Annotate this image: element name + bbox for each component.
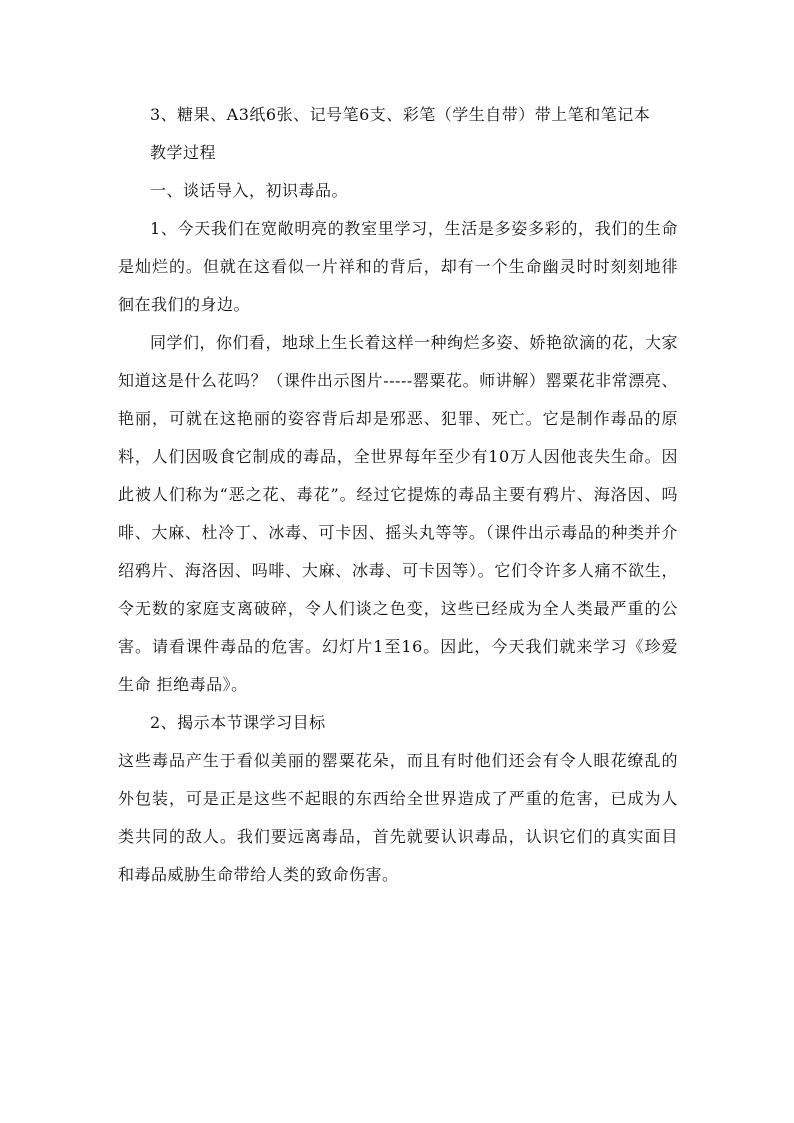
- goals-paragraph: 这些毒品产生于看似美丽的罂粟花朵，而且有时他们还会有令人眼花缭乱的外包装，可是正是这些不起眼的东西给全世界造成了严重的危害，已成为人类共同的敌人。我们要远离毒品，首先就要认识毒品，认识它们的真实面目和毒品威胁生命带给人类的致命伤害。: [118, 751, 678, 884]
- section-heading-teaching-process: 教学过程: [150, 143, 217, 162]
- section-heading-learning-goals: 2、揭示本节课学习目标: [150, 713, 326, 732]
- section-heading-introduction: 一、谈话导入，初识毒品。: [150, 181, 349, 200]
- document-page: [118, 96, 678, 894]
- materials-paragraph: 3、糖果、A3纸6张、记号笔6支、彩笔（学生自带）带上笔和笔记本: [150, 105, 651, 124]
- intro-paragraph: 1、今天我们在宽敞明亮的教室里学习，生活是多姿多彩的，我们的生命是灿烂的。但就在这看似一片祥和的背后，却有一个生命幽灵时时刻刻地徘徊在我们的身边。: [118, 219, 678, 314]
- poppy-paragraph: 同学们，你们看，地球上生长着这样一种绚烂多姿、娇艳欲滴的花，大家知道这是什么花吗？（课件出示图片-----罂粟花。师讲解）罂粟花非常漂亮、艳丽，可就在这艳丽的姿容背后却是邪恶、犯罪、死亡。它是制作毒品的原料，人们因吸食它制成的毒品，全世界每年至少有10万人因他丧失生命。因此被人们称为“恶之花、毒花”。经过它提炼的毒品主要有鸦片、海洛因、吗啡、大麻、杜冷丁、冰毒、可卡因、摇头丸等等。（课件出示毒品的种类并介绍鸦片、海洛因、吗啡、大麻、冰毒、可卡因等）。它们令许多人痛不欲生，令无数的家庭支离破碎，令人们谈之色变，这些已经成为全人类最严重的公害。请看课件毒品的危害。幻灯片1至16。因此，今天我们就来学习《珍爱生命 拒绝毒品》。: [118, 333, 679, 694]
